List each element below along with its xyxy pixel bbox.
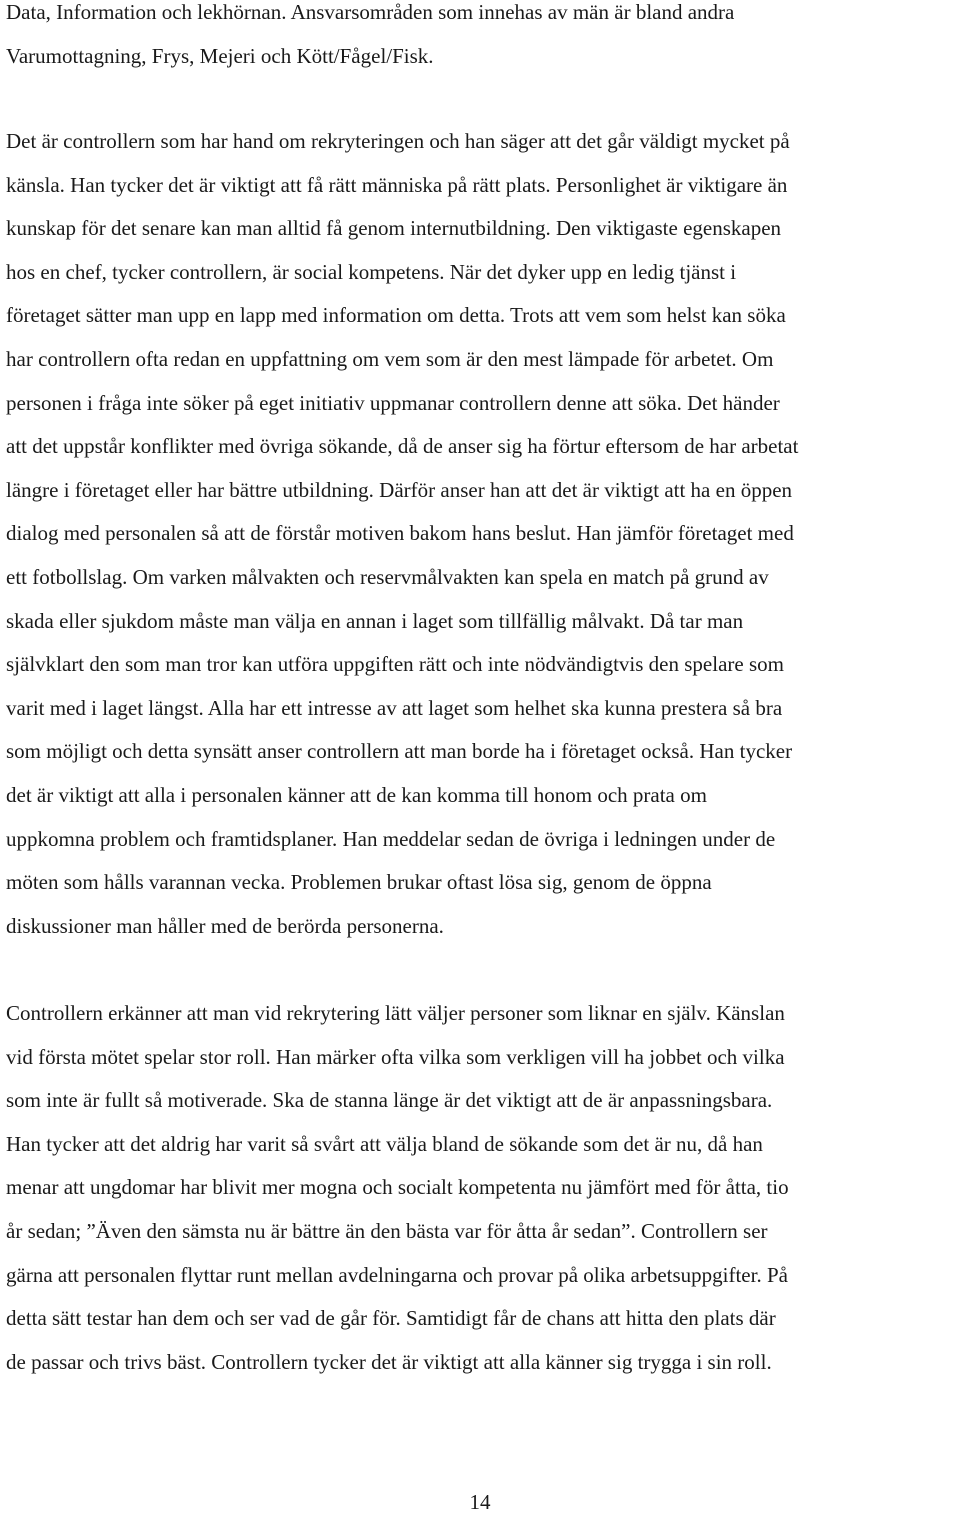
text-line: Det är controllern som har hand om rekryteringen och han säger att det går väldigt mycket på	[6, 129, 790, 153]
text-line: personen i fråga inte söker på eget initiativ uppmanar controllern denne att söka. Det händer	[6, 390, 780, 415]
page-number: 14	[469, 1490, 491, 1514]
text-line: självklart den som man tror kan utföra uppgiften rätt och inte nödvändigtvis den spelare som	[6, 652, 784, 677]
text-line: Varumottagning, Frys, Mejeri och Kött/Fågel/Fisk.	[6, 43, 434, 68]
text-line: detta sätt testar han dem och ser vad de går för. Samtidigt får de chans att hitta den plats där	[6, 1306, 776, 1331]
text-line: menar att ungdomar har blivit mer mogna och socialt kompetenta nu jämfört med för åtta, tio	[6, 1175, 789, 1200]
text-line: Han tycker att det aldrig har varit så svårt att välja bland de sökande som det är nu, då han	[6, 1131, 763, 1156]
text-line: de passar och trivs bäst. Controllern tycker det är viktigt att alla känner sig trygga i sin roll.	[6, 1349, 772, 1374]
text-line: som möjligt och detta synsätt anser controllern att man borde ha i företaget också. Han tycker	[6, 739, 793, 764]
text-line: känsla. Han tycker det är viktigt att få rätt människa på rätt plats. Personlighet är viktigare än	[6, 172, 788, 197]
text-line: möten som hålls varannan vecka. Problemen brukar oftast lösa sig, genom de öppna	[6, 870, 712, 895]
text-line: det är viktigt att alla i personalen känner att de kan komma till honom och prata om	[6, 782, 707, 807]
text-line: vid första mötet spelar stor roll. Han märker ofta vilka som verkligen vill ha jobbet och vilka	[6, 1044, 785, 1069]
text-line: diskussioner man håller med de berörda personerna.	[6, 913, 444, 938]
text-line: skada eller sjukdom måste man välja en annan i laget som tillfällig målvakt. Då tar man	[6, 608, 744, 633]
text-line: hos en chef, tycker controllern, är social kompetens. När det dyker upp en ledig tjänst i	[6, 259, 737, 284]
text-line: uppkomna problem och framtidsplaner. Han meddelar sedan de övriga i ledningen under de	[6, 826, 776, 851]
text-line: ett fotbollslag. Om varken målvakten och reservmålvakten kan spela en match på grund av	[6, 564, 769, 589]
paragraph-3	[6, 992, 956, 1384]
text-line: år sedan; ”Även den sämsta nu är bättre än den bästa var för åtta år sedan”. Controllern ser	[6, 1218, 768, 1243]
paragraph-2	[6, 120, 956, 948]
text-line: varit med i laget längst. Alla har ett intresse av att laget som helhet ska kunna prestera så bra	[6, 695, 783, 720]
text-line: att det uppstår konflikter med övriga sökande, då de anser sig ha förtur eftersom de har arbetat	[6, 434, 799, 459]
text-line: längre i företaget eller har bättre utbildning. Därför anser han att det är viktigt att ha en öppen	[6, 477, 793, 502]
text-line: kunskap för det senare kan man alltid få genom internutbildning. Den viktigaste egenskapen	[6, 216, 782, 241]
text-line: dialog med personalen så att de förstår motiven bakom hans beslut. Han jämför företaget med	[6, 521, 794, 546]
text-line: Data, Information och lekhörnan. Ansvarsområden som innehas av män är bland andra	[6, 0, 735, 24]
text-line: gärna att personalen flyttar runt mellan avdelningarna och provar på olika arbetsuppgifter. På	[6, 1262, 788, 1287]
text-line: företaget sätter man upp en lapp med information om detta. Trots att vem som helst kan söka	[6, 303, 786, 328]
text-line: Controllern erkänner att man vid rekrytering lätt väljer personer som liknar en själv. Känslan	[6, 1001, 785, 1025]
text-line: har controllern ofta redan en uppfattning om vem som är den mest lämpade för arbetet. Om	[6, 346, 774, 371]
text-line: som inte är fullt så motiverade. Ska de stanna länge är det viktigt att de är anpassningsbara.	[6, 1088, 773, 1113]
paragraph-1	[6, 0, 956, 78]
